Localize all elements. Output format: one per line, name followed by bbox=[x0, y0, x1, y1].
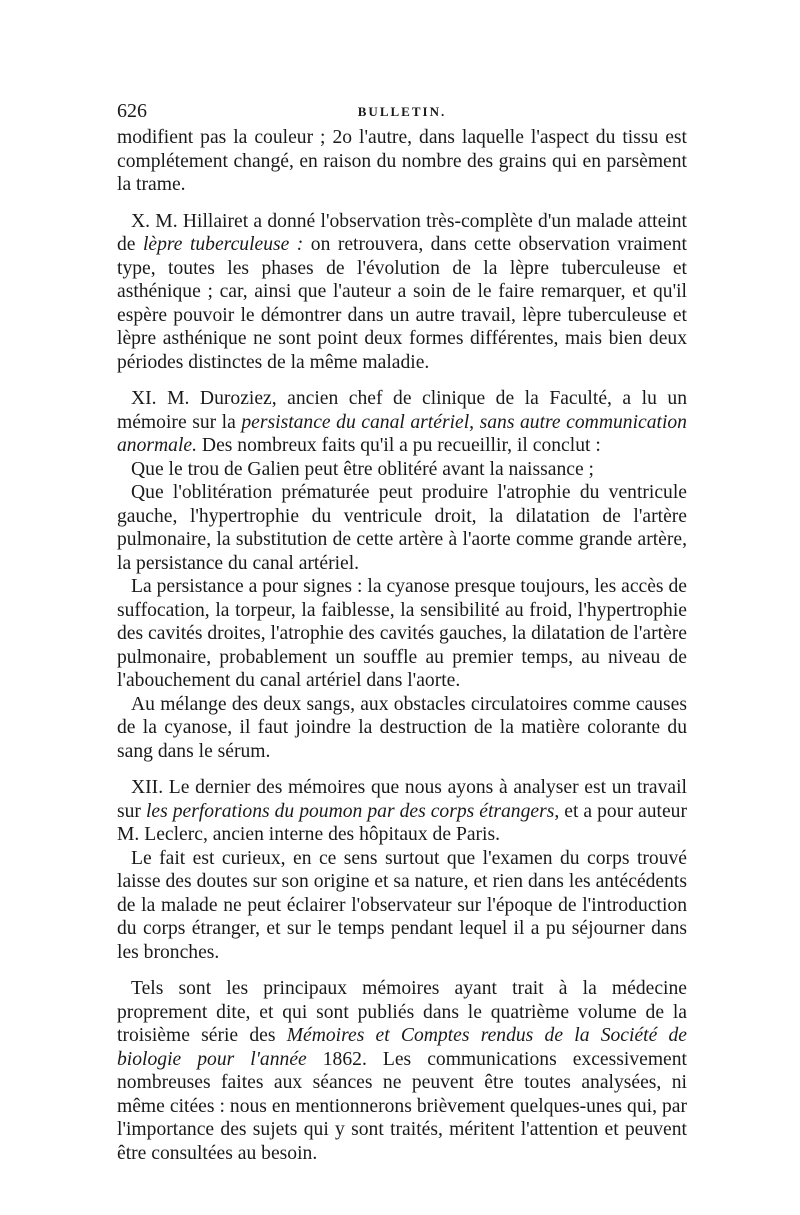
paragraph-persistance-signes bbox=[117, 575, 687, 693]
paragraph-continuation bbox=[117, 126, 687, 197]
paragraph-xi-duroziez bbox=[117, 387, 687, 458]
text-span: Tels sont les principaux mémoires ayant trait à la médecine proprement dite, et qui sont publiés dans le quatrième volume de la troisième série des bbox=[117, 978, 687, 1046]
page-number: 626 bbox=[117, 100, 147, 122]
paragraph-obliteration bbox=[117, 481, 687, 575]
text-span: XII. Le dernier des mémoires que nous ayons à analyser est un travail sur bbox=[117, 777, 687, 822]
paragraph-tels-sont bbox=[117, 977, 687, 1165]
text-span: XI. M. Duroziez, ancien chef de clinique de la Faculté, a lu un mémoire sur la bbox=[117, 388, 687, 433]
paragraph-xii-leclerc bbox=[117, 776, 687, 847]
page-body bbox=[117, 126, 687, 1165]
text-span: Le fait est curieux, en ce sens surtout que l'examen du corps trouvé laisse des doutes sur son origine et sa nature, et rien dans les antécédents de la malade ne peut éclairer l'observateur sur l'époque de l'introduction du corps étranger, et sur le temps pendant lequel il a pu séjourner dans les bronches. bbox=[117, 847, 687, 963]
italic-text-span: les perforations du poumon par des corps étrangers bbox=[145, 800, 555, 822]
italic-text-span: persistance du canal artériel, sans autre communication anormale. bbox=[117, 411, 687, 456]
italic-text-span: lèpre tuberculeuse : bbox=[142, 234, 304, 255]
text-span: Au mélange des deux sangs, aux obstacles circulatoires comme causes de la cyanose, il faut joindre la destruction de la matière colorante du sang dans le sérum. bbox=[117, 693, 687, 762]
text-span: La persistance a pour signes : la cyanose presque toujours, les accès de suffocation, la torpeur, la faiblesse, la sensibilité au froid, l'hypertrophie des cavités droites, l'atrophie des cavités gauches, la dilatation de l'artère pulmonaire, probablement un souffle au premier temps, au niveau de l'abouchement du canal artériel dans l'aorte. bbox=[117, 576, 687, 691]
paragraph-trou-de-galien bbox=[117, 458, 687, 482]
text-span: modifient pas la couleur ; 2o l'autre, dans laquelle l'aspect du tissu est complétement changé, en raison du nombre des grains qui en parsèment la trame. bbox=[117, 127, 687, 195]
text-span: Des nombreux faits qu'il a pu recueillir, il conclut : bbox=[197, 435, 601, 456]
text-span: on retrouvera, dans cette observation vraiment type, toutes les phases de l'évolution de la lèpre tuberculeuse et asthénique ; car, ainsi que l'auteur a soin de le faire remarquer, et qu'il espère pouvoir le démontrer dans un autre travail, lèpre tuberculeuse et lèpre asthénique ne sont point deux formes différentes, mais bien deux périodes distinctes de la même maladie. bbox=[117, 234, 687, 373]
text-span: 1862. Les communications excessivement nombreuses faites aux séances ne peuvent être toutes analysées, ni même citées : nous en mentionnerons brièvement quelques-unes qui, par l'importance des sujets qui y sont traités, méritent l'attention et peuvent être consultées au besoin. bbox=[117, 1048, 687, 1164]
paragraph-melange-sangs bbox=[117, 693, 687, 764]
text-span: X. M. Hillairet a donné l'observation très-complète d'un malade atteint de bbox=[117, 210, 687, 255]
text-span: Que le trou de Galien peut être oblitéré avant la naissance ; bbox=[131, 458, 594, 480]
paragraph-fait-curieux bbox=[117, 847, 687, 965]
page-header bbox=[117, 100, 687, 126]
italic-text-span: Mémoires et Comptes rendus de la Société de biologie pour l'année bbox=[117, 1025, 687, 1070]
paragraph-x-hillairet bbox=[117, 210, 687, 375]
text-span: , et a pour auteur M. Leclerc, ancien interne des hôpitaux de Paris. bbox=[117, 800, 687, 845]
running-title: BULLETIN. bbox=[357, 104, 447, 119]
text-span: Que l'oblitération prématurée peut produire l'atrophie du ventricule gauche, l'hypertrophie du ventricule droit, la dilatation de l'artère pulmonaire, la substitution de cette artère à l'aorte comme grande artère, la persistance du canal artériel. bbox=[117, 482, 687, 574]
